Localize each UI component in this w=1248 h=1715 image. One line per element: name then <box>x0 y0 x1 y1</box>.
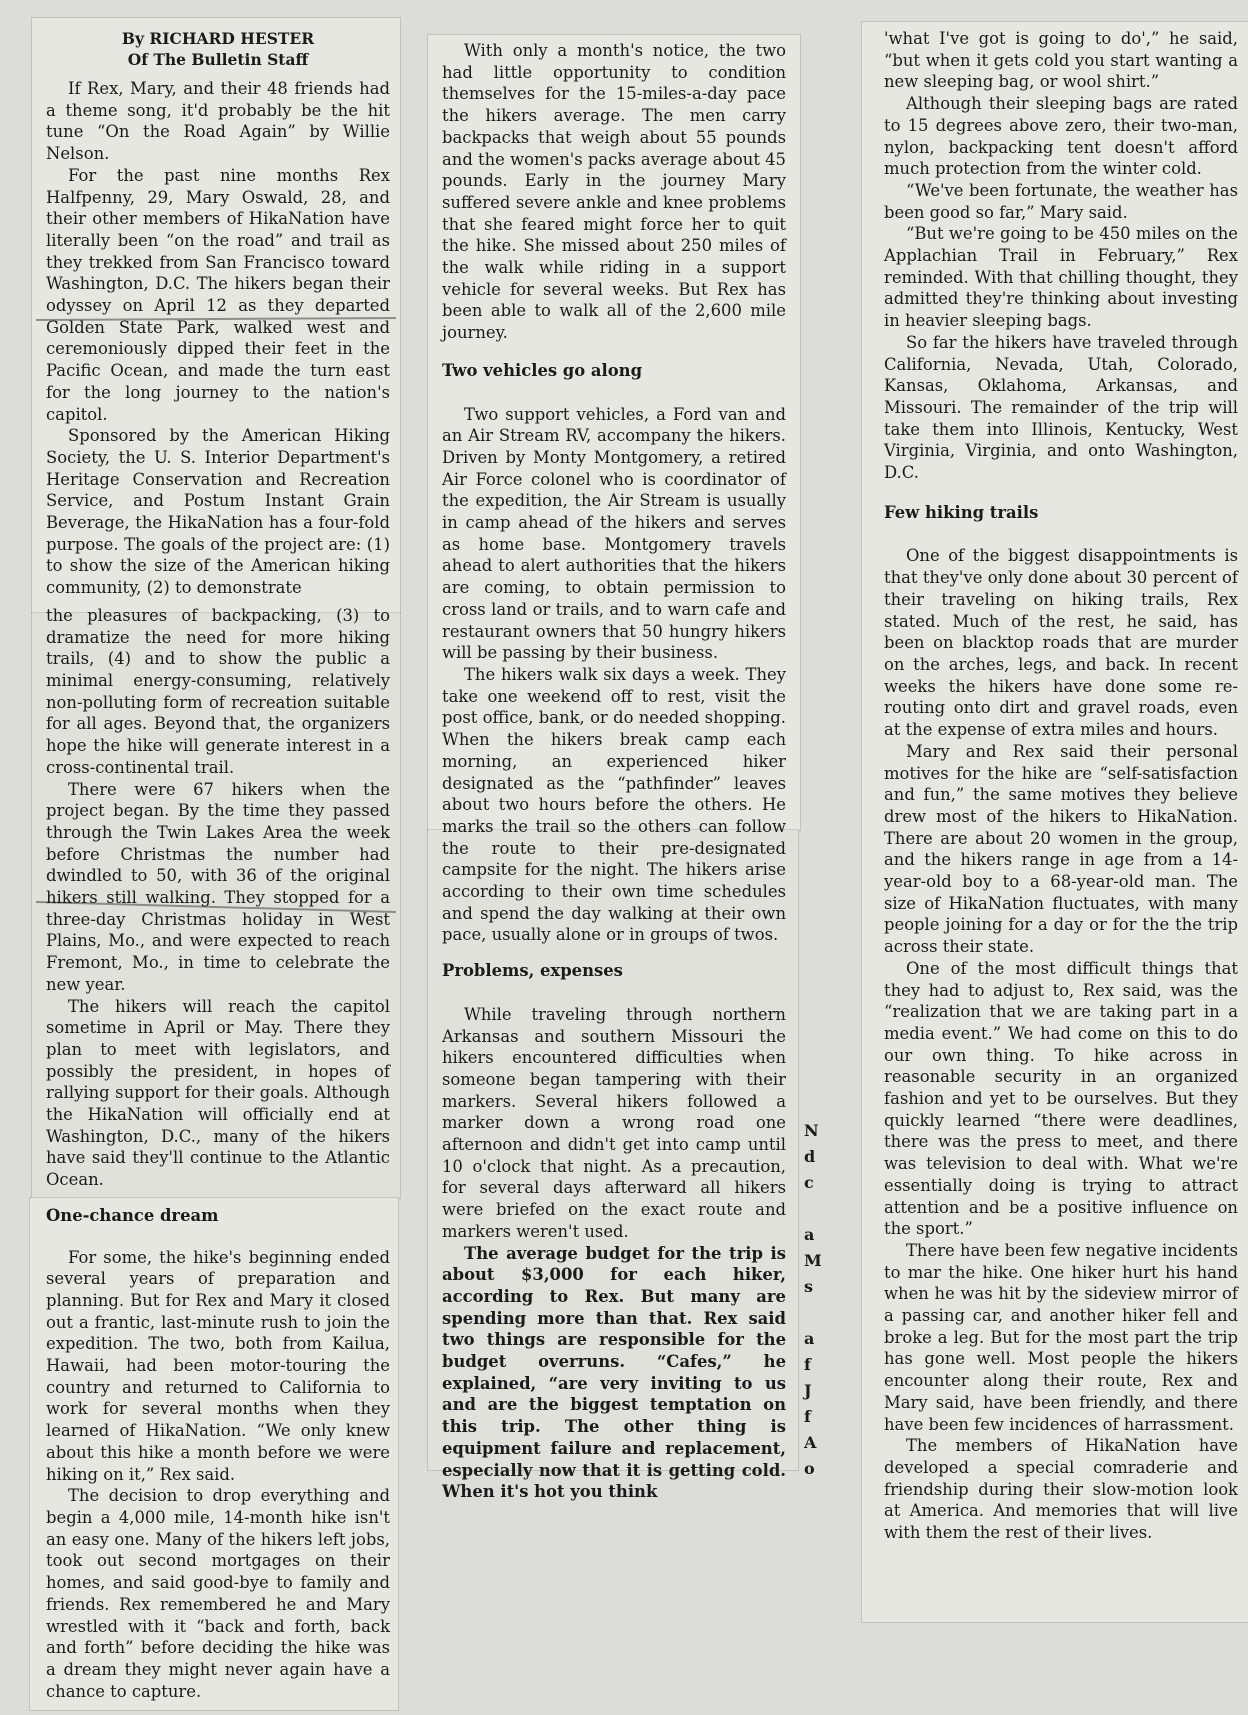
paragraph: So far the hikers have traveled through California, Nevada, Utah, Colorado, Kansas, Oklahoma, Arkansas, and Missouri. The remainder of the trip will take them into Illinois, Kentucky, West Virginia, Virginia, and onto Washington, D.C. <box>884 332 1238 483</box>
paragraph: For the past nine months Rex Halfpenny, 29, Mary Oswald, 28, and their other members of HikaNation have literally been “on the road” and trail as they trekked from San Francisco toward Washington, D.C. The hikers began their odyssey on April 12 as they departed Golden State Park, walked west and ceremoniously dipped their feet in the Pacific Ocean, and made the turn east for the long journey to the nation's capitol. <box>46 165 390 424</box>
paragraph: For some, the hike's beginning ended several years of preparation and planning. But for Rex and Mary it closed out a frantic, last-minute rush to join the expedition. The two, both from Kailua, Hawaii, had been motor-touring the country and returned to California to work for several months when they learned of HikaNation. “We only knew about this hike a month before we were hiking on it,” Rex said. <box>46 1247 390 1484</box>
column-3 <box>884 28 1238 1588</box>
paragraph: Sponsored by the American Hiking Society, the U. S. Interior Department's Heritage Conservation and Recreation Service, and Postum Instant Grain Beverage, the HikaNation has a four-fold purpose. The goals of the project are: (1) to show the size of the American hiking community, (2) to demonstrate <box>46 426 390 598</box>
section-heading: Few hiking trails <box>884 502 1039 522</box>
paragraph: One of the most difficult things that they had to adjust to, Rex said, was the “realization that we are taking part in a media event.” We had come on this to do our own thing. To hike across in reasonable security in an organized fashion and yet to be ourselves. But they quickly learned “there were deadlines, there was the press to meet, and there was television to deal with. What we're essentially doing is trying to attract attention and be a positive influence on the sport.” <box>884 958 1238 1239</box>
byline-author: By RICHARD HESTER <box>121 29 315 48</box>
column-1 <box>46 28 390 1710</box>
paragraph: While traveling through northern Arkansas and southern Missouri the hikers encountered difficulties when someone began tampering with their markers. Several hikers followed a marker down a wrong road one afternoon and didn't get into camp until 10 o'clock that night. As a precaution, for several days afterward all hikers were briefed on the exact route and markers weren't used. <box>442 1004 786 1241</box>
paragraph: Two support vehicles, a Ford van and an Air Stream RV, accompany the hikers. Driven by Monty Montgomery, a retired Air Force colonel who is coordinator of the expedition, the Air Stream is usually in camp ahead of the hikers and serves as home base. Montgomery travels ahead to alert authorities that the hikers are coming, to obtain permission to cross land or trails, and to warn cafe and restaurant owners that 50 hungry hikers will be passing by their business. <box>442 404 786 663</box>
paragraph: The average budget for the trip is about $3,000 for each hiker, according to Rex. But many are spending more than that. Rex said two things are responsible for the budget overruns. “Cafes,” he explained, “are very inviting to us and are the biggest temptation on this trip. The other thing is equipment failure and replacement, especially now that it is getting cold. When it's hot you think <box>442 1243 786 1502</box>
column-2 <box>442 40 786 1502</box>
adjacent-column-fragment: N d c a M s a f J f A o <box>804 1121 822 1478</box>
paragraph: “But we're going to be 450 miles on the Applachian Trail in February,” Rex reminded. With that chilling thought, they admitted they're thinking about investing in heavier sleeping bags. <box>884 224 1238 331</box>
section-heading: Problems, expenses <box>442 961 623 981</box>
paragraph: The decision to drop everything and begin a 4,000 mile, 14-month hike isn't an easy one. Many of the hikers left jobs, took out second mortgages on their homes, and said good-bye to family and friends. Rex remembered he and Mary wrestled with it “back and forth, back and forth” before deciding the hike was a dream they might never again have a chance to capture. <box>46 1486 390 1701</box>
paragraph: There have been few negative incidents to mar the hike. One hiker hurt his hand when he was hit by the sideview mirror of a passing car, and another hiker fell and broke a leg. But for the most part the trip has gone well. Most people the hikers encounter along their route, Rex and Mary said, have been friendly, and there have been few incidences of harrassment. <box>884 1240 1238 1434</box>
paragraph: the pleasures of backpacking, (3) to dramatize the need for more hiking trails, (4) and to show the public a minimal energy-consuming, relatively non-polluting form of recreation suitable for all ages. Beyond that, the organizers hope the hike will generate interest in a cross-continental trail. <box>46 605 390 777</box>
paragraph: “We've been fortunate, the weather has been good so far,” Mary said. <box>884 180 1238 222</box>
paragraph: One of the biggest disappointments is that they've only done about 30 percent of their traveling on hiking trails, Rex stated. Much of the rest, he said, has been on blacktop roads that are murder on the arches, legs, and back. In recent weeks the hikers have done some re-routing onto dirt and gravel roads, even at the expense of extra miles and hours. <box>884 546 1238 740</box>
section-heading: Two vehicles go along <box>442 360 643 380</box>
paragraph: Mary and Rex said their personal motives for the hike are “self-satisfaction and fun,” the same motives they believe drew most of the hikers to HikaNation. There are about 20 women in the group, and the hikers range in age from a 14-year-old boy to a 68-year-old man. The size of HikaNation fluctuates, with many people joining for a day or for the the trip across their state. <box>884 741 1238 957</box>
paragraph: With only a month's notice, the two had little opportunity to condition themselves for the 15-miles-a-day pace the hikers average. The men carry backpacks that weigh about 55 pounds and the women's packs average about 45 pounds. Early in the journey Mary suffered severe ankle and knee problems that she feared might force her to quit the hike. She missed about 250 miles of the walk while riding in a support vehicle for several weeks. But Rex has been able to walk all of the 2,600 mile journey. <box>442 41 786 343</box>
paragraph: There were 67 hikers when the project began. By the time they passed through the Twin Lakes Area the week before Christmas the number had dwindled to 50, with 36 of the original hikers still walking. They stopped for a three-day Christmas holiday in West Plains, Mo., and were expected to reach Fremont, Mo., in time to celebrate the new year. <box>46 779 390 994</box>
paragraph: The members of HikaNation have developed a special comraderie and friendship during their slow-motion look at America. And memories that will live with them the rest of their lives. <box>884 1436 1238 1543</box>
paragraph: The hikers walk six days a week. They take one weekend off to rest, visit the post office, bank, or do needed shopping. When the hikers break camp each morning, an experienced hiker designated as the “pathfinder” leaves about two hours before the others. He marks the trail so the others can follow the route to their pre-designated campsite for the night. The hikers arise according to their own time schedules and spend the day walking at their own pace, usually alone or in groups of twos. <box>442 664 786 945</box>
paragraph: Although their sleeping bags are rated to 15 degrees above zero, their two-man, nylon, backpacking tent doesn't afford much protection from the winter cold. <box>884 94 1238 179</box>
paragraph: 'what I've got is going to do',” he said, “but when it gets cold you start wanting a new sleeping bag, or wool shirt.” <box>884 29 1238 92</box>
byline-staff: Of The Bulletin Staff <box>127 50 309 69</box>
section-heading: One-chance dream <box>46 1205 219 1225</box>
paragraph: If Rex, Mary, and their 48 friends had a theme song, it'd probably be the hit tune “On the Road Again” by Willie Nelson. <box>46 79 390 164</box>
paragraph: The hikers will reach the capitol sometime in April or May. There they plan to meet with legislators, and possibly the president, in hopes of rallying support for their goals. Although the HikaNation will officially end at Washington, D.C., many of the hikers have said they'll continue to the Atlantic Ocean. <box>46 996 390 1190</box>
